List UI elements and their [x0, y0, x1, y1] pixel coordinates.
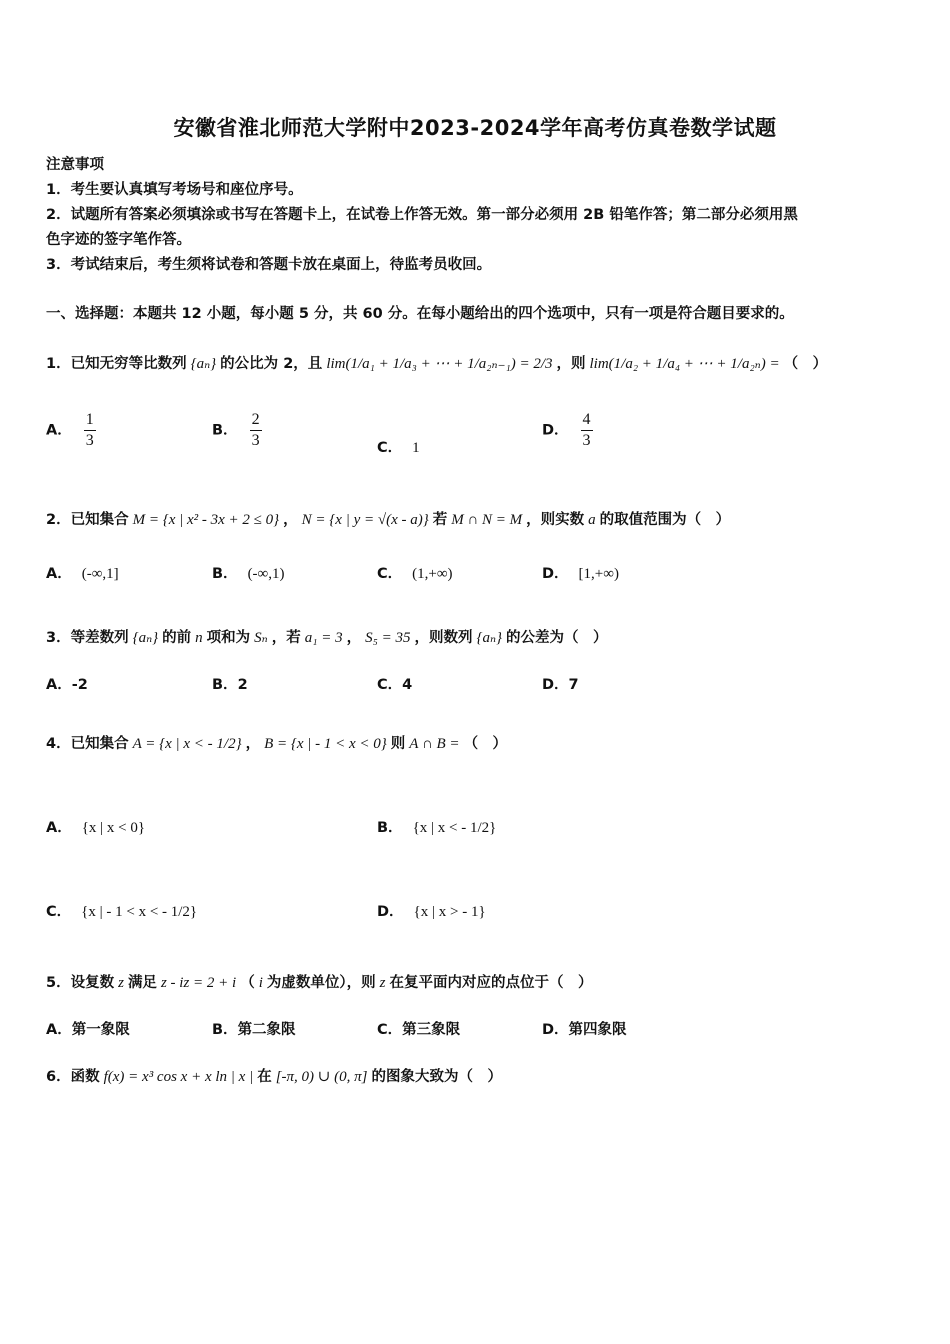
q4-option-a[interactable] — [46, 816, 145, 837]
page-title: 安徽省淮北师范大学附中2023-2024学年高考仿真卷数学试题 — [173, 116, 777, 140]
q6-expr-b: [-π, 0) ∪ (0, π] — [275, 1069, 368, 1085]
q6-expr-a: f(x) = x³ cos x + x ln | x | — [103, 1069, 254, 1085]
notice-item-2: 2．试题所有答案必须填涂或书写在答题卡上，在试卷上作答无效。第一部分必须用 2B 铅笔作答；第二部分必须用黑 — [46, 207, 798, 223]
q2-text-a: 2．已知集合 — [46, 512, 129, 528]
q3-option-d-value: 7 — [568, 677, 579, 693]
q5-text-b: 满足 — [127, 975, 157, 991]
q3-text-d: ，若 — [271, 630, 301, 646]
q4-option-b-label: B． — [377, 820, 403, 836]
q3-expr-b: n — [195, 630, 203, 646]
q2-option-a-value: (-∞,1] — [81, 566, 119, 582]
q5-option-c-label: C． — [377, 1022, 403, 1038]
notice-item-2-cont: 色字迹的签字笔作答。 — [46, 232, 191, 248]
q1-expr-b: lim(1/a₁ + 1/a₃ + ⋯ + 1/a₂ₙ₋₁) = 2/3 — [326, 356, 553, 372]
question-5 — [46, 971, 592, 992]
q2-option-b-value: (-∞,1) — [247, 566, 285, 582]
q1-expr-a: {aₙ} — [190, 356, 217, 372]
q6-text-c: 的图象大致为（ ） — [371, 1069, 502, 1085]
q2-option-c[interactable] — [377, 562, 453, 583]
q2-expr-a: M = {x | x² - 3x + 2 ≤ 0} — [132, 512, 280, 528]
q2-option-c-label: C． — [377, 566, 403, 582]
q5-option-c-value: 第三象限 — [402, 1022, 461, 1038]
q1-option-a-num: 1 — [84, 410, 96, 431]
q3-text-f: ，则数列 — [414, 630, 473, 646]
q4-option-c-label: C． — [46, 904, 72, 920]
q3-text-a: 3．等差数列 — [46, 630, 129, 646]
notice-item-1: 1．考生要认真填写考场号和座位序号。 — [46, 182, 303, 198]
q4-text-a: 4．已知集合 — [46, 736, 129, 752]
q4-expr-a: A = {x | x < - 1/2} — [132, 736, 242, 752]
q1-text-a: 1．已知无穷等比数列 — [46, 356, 187, 372]
q1-option-c-label: C． — [377, 440, 403, 456]
q2-expr-b: N = {x | y = √(x - a)} — [301, 512, 429, 528]
q1-option-c[interactable] — [377, 436, 420, 457]
q4-option-b-value: {x | x < - 1/2} — [412, 820, 497, 836]
q2-option-b[interactable] — [212, 562, 285, 583]
q2-option-d[interactable] — [542, 562, 619, 583]
notice-item-3: 3．考试结束后，考生须将试卷和答题卡放在桌面上，待监考员收回。 — [46, 257, 492, 273]
q3-text-g: 的公差为（ ） — [506, 630, 608, 646]
q4-option-c-value: {x | - 1 < x < - 1/2} — [81, 904, 198, 920]
question-1 — [46, 352, 827, 373]
q1-text-d: （ ） — [783, 356, 828, 372]
q5-option-d[interactable] — [542, 1018, 627, 1039]
q5-text-a: 5．设复数 — [46, 975, 115, 991]
q1-option-d-label: D． — [542, 422, 569, 439]
q4-option-d[interactable] — [377, 900, 486, 921]
q4-text-d: （ ） — [463, 736, 508, 752]
q5-text-e: 在复平面内对应的点位于（ ） — [389, 975, 593, 991]
q1-option-a-fraction — [84, 410, 96, 451]
q3-expr-a: {aₙ} — [132, 630, 159, 646]
q2-option-c-value: (1,+∞) — [412, 566, 453, 582]
q2-text-b: ， — [283, 512, 298, 528]
q3-option-c-value: 4 — [402, 677, 413, 693]
q4-option-d-value: {x | x > - 1} — [413, 904, 486, 920]
q1-option-b-fraction — [250, 410, 262, 451]
q3-option-c-label: C． — [377, 677, 403, 693]
q2-option-a[interactable] — [46, 562, 119, 583]
q3-expr-d: a₁ = 3 — [304, 630, 343, 646]
q4-option-b[interactable] — [377, 816, 496, 837]
q5-text-d: 为虚数单位），则 — [266, 975, 376, 991]
q1-option-d-den: 3 — [582, 432, 591, 449]
q1-option-a-den: 3 — [85, 432, 94, 449]
q5-option-a-value: 第一象限 — [71, 1022, 130, 1038]
q1-option-b-den: 3 — [251, 432, 260, 449]
q2-text-e: 的取值范围为（ ） — [599, 512, 731, 528]
q4-option-a-value: {x | x < 0} — [81, 820, 146, 836]
q3-option-a-label: A． — [46, 677, 72, 693]
q1-text-c: ，则 — [556, 356, 586, 372]
q5-option-c[interactable] — [377, 1018, 460, 1039]
q2-option-b-label: B． — [212, 566, 238, 582]
question-2 — [46, 508, 730, 529]
q5-expr-a: z — [118, 975, 124, 991]
q4-expr-b: B = {x | - 1 < x < 0} — [264, 736, 387, 752]
q3-option-a-value: -2 — [71, 677, 88, 693]
q3-option-a[interactable] — [46, 673, 88, 694]
q1-option-b[interactable] — [212, 410, 262, 451]
q3-option-b-label: B． — [212, 677, 238, 693]
question-6 — [46, 1065, 502, 1086]
q3-text-b: 的前 — [162, 630, 192, 646]
q5-option-b[interactable] — [212, 1018, 296, 1039]
q5-expr-b: z - iz = 2 + i — [160, 975, 237, 991]
q5-option-d-label: D． — [542, 1022, 569, 1038]
q1-option-a[interactable] — [46, 410, 96, 451]
q3-option-d[interactable] — [542, 673, 579, 694]
question-4 — [46, 732, 507, 753]
section-heading: 一、选择题：本题共 12 小题，每小题 5 分，共 60 分。在每小题给出的四个选项中，只有一项是符合题目要求的。 — [46, 306, 794, 322]
q5-expr-d: z — [379, 975, 386, 991]
q2-text-c: 若 — [432, 512, 448, 528]
q5-expr-c: i — [258, 975, 263, 991]
q5-option-a[interactable] — [46, 1018, 130, 1039]
q4-option-c[interactable] — [46, 900, 197, 921]
q3-option-b-value: 2 — [237, 677, 248, 693]
q4-text-c: 则 — [390, 736, 406, 752]
q2-option-d-value: [1,+∞) — [578, 566, 619, 582]
notice-heading: 注意事项 — [46, 157, 104, 173]
q5-option-a-label: A． — [46, 1022, 72, 1038]
q1-text-b: 的公比为 2，且 — [220, 356, 323, 372]
question-3 — [46, 626, 608, 647]
q2-option-a-label: A． — [46, 566, 72, 582]
q3-expr-c: Sₙ — [254, 630, 268, 646]
q5-option-b-value: 第二象限 — [237, 1022, 296, 1038]
q3-option-b[interactable] — [212, 673, 248, 694]
q4-expr-c: A ∩ B = — [409, 736, 460, 752]
q2-option-d-label: D． — [542, 566, 569, 582]
q1-expr-c: lim(1/a₂ + 1/a₄ + ⋯ + 1/a₂ₙ) = — [589, 356, 780, 372]
q3-option-d-label: D． — [542, 677, 569, 693]
q5-text-c: （ — [240, 975, 255, 991]
q1-option-d-fraction — [581, 410, 593, 451]
q1-option-d-num: 4 — [581, 410, 593, 431]
q3-expr-f: {aₙ} — [476, 630, 503, 646]
q1-option-b-num: 2 — [250, 410, 262, 431]
q2-text-d: ，则实数 — [526, 512, 585, 528]
q1-option-a-label: A． — [46, 422, 72, 439]
q3-text-e: ， — [346, 630, 362, 646]
q5-option-d-value: 第四象限 — [568, 1022, 627, 1038]
q6-text-a: 6．函数 — [46, 1069, 100, 1085]
q3-text-c: 项和为 — [206, 630, 251, 646]
q3-option-c[interactable] — [377, 673, 412, 694]
q4-option-a-label: A． — [46, 820, 72, 836]
q2-expr-d: a — [588, 512, 596, 528]
q6-text-b: 在 — [257, 1069, 272, 1085]
q4-option-d-label: D． — [377, 904, 404, 920]
q5-option-b-label: B． — [212, 1022, 238, 1038]
q1-option-c-value: 1 — [412, 440, 420, 456]
q3-expr-e: S₅ = 35 — [365, 630, 411, 646]
q2-expr-c: M ∩ N = M — [451, 512, 523, 528]
q1-option-d[interactable] — [542, 410, 593, 451]
q4-text-b: ， — [245, 736, 261, 752]
q1-option-b-label: B． — [212, 422, 238, 439]
